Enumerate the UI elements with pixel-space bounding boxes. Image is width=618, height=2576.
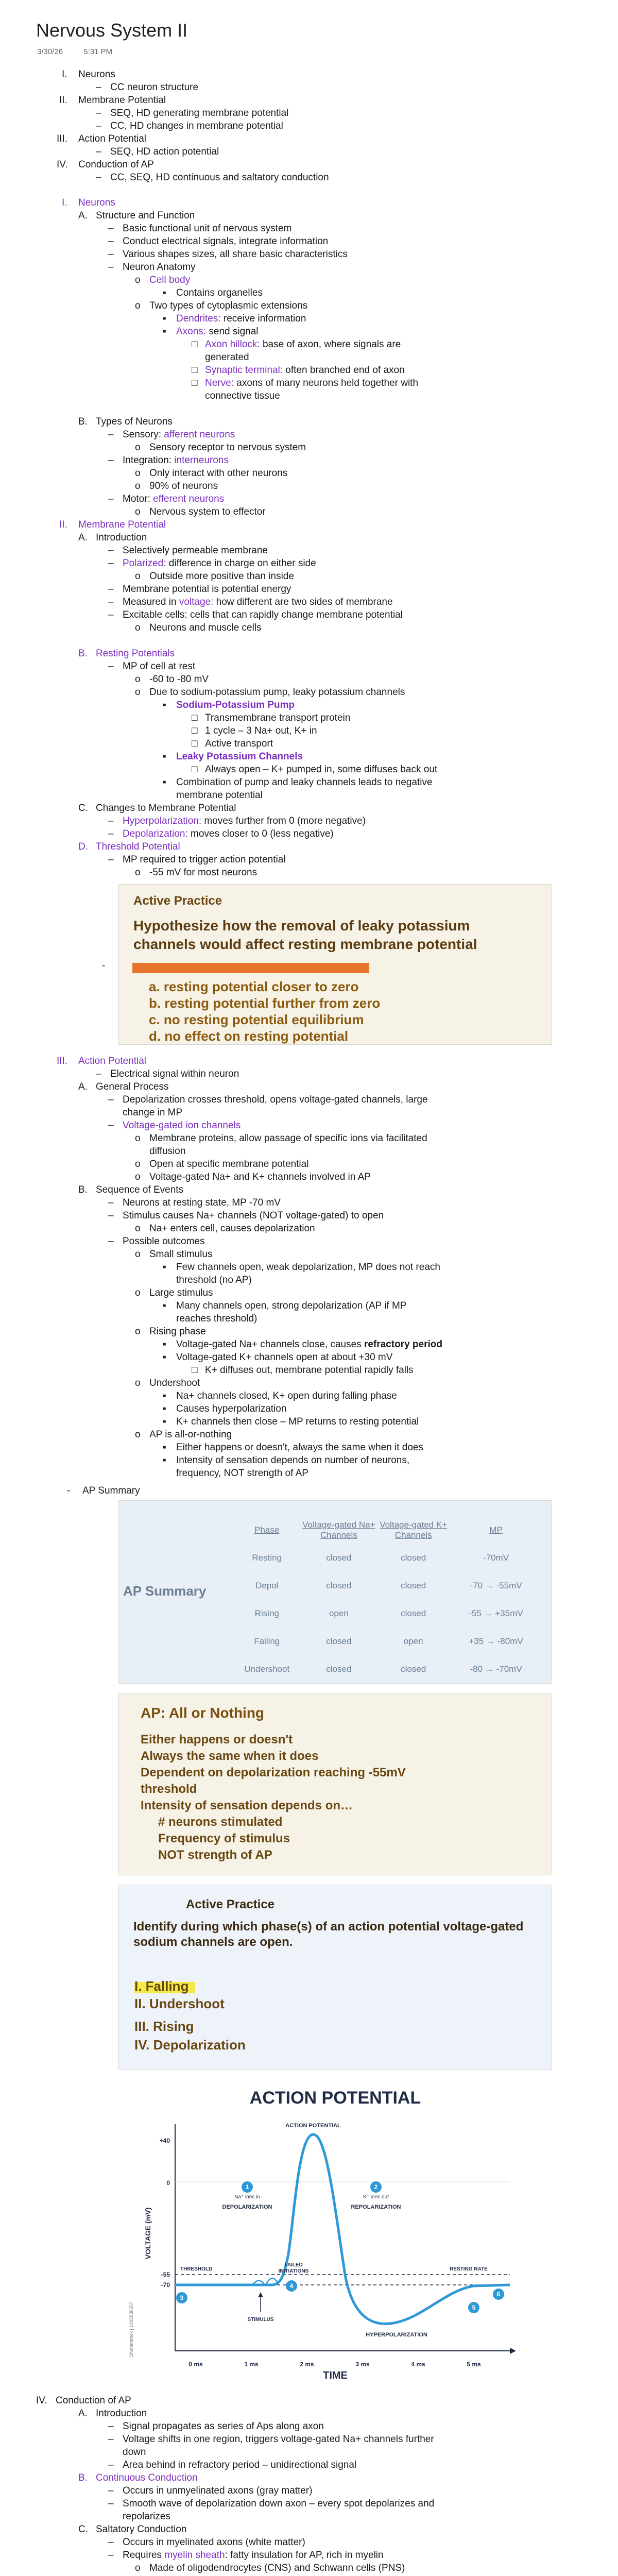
option-c: c. no resting potential equilibrium bbox=[149, 1012, 364, 1027]
table-row: Undershoot closed closed -80 → -70mV bbox=[244, 1664, 522, 1674]
label-k: K⁺ ions out bbox=[363, 2194, 389, 2200]
label-na: Na⁺ ions in bbox=[234, 2194, 260, 2200]
slide-title: Active Practice bbox=[186, 1897, 275, 1911]
slide-label: AP Summary bbox=[123, 1583, 207, 1599]
outline-mark: II. bbox=[59, 95, 67, 106]
ytick: -55 bbox=[161, 2271, 170, 2278]
svg-text:4: 4 bbox=[289, 2282, 294, 2290]
action-potential-diagram bbox=[118, 2079, 552, 2383]
option-b: b. resting potential further from zero bbox=[149, 995, 381, 1011]
label-threshold: THRESHOLD bbox=[180, 2266, 213, 2272]
slide-title: Active Practice bbox=[133, 894, 222, 908]
all-or-nothing-slide: AP: All or Nothing Either happens or doesn't Always the same when it does Dependent on depolarization reaching -55mV threshold Intensity of sensation depends on… # neurons stimulated Frequency of stimulus NOT strength of AP bbox=[118, 1693, 552, 1875]
ap-summary-label: AP Summary bbox=[82, 1485, 140, 1496]
table-header: Phase Voltage-gated Na+ Channels Voltage-gated K+ Channels MP bbox=[254, 1520, 503, 1540]
outline-sub: CC neuron structure bbox=[110, 82, 199, 93]
ytick: 0 bbox=[166, 2179, 170, 2187]
xtick: 0 ms bbox=[188, 2361, 203, 2368]
outline-sub: SEQ, HD generating membrane potential bbox=[110, 108, 289, 118]
option-i: I. Falling bbox=[134, 1978, 189, 1994]
ap-summary-table bbox=[232, 1516, 541, 1683]
svg-text:2: 2 bbox=[374, 2183, 378, 2191]
notes-page: Nervous System II 3/30/26 5:31 PM I. Neurons – CC neuron structure II. Membrane Potential – SEQ, HD generating membrane potential – CC, HD changes in membrane potential III. Action Potential – SEQ, HD action potential IV. Conduction of AP – CC, SEQ, HD continuous and saltatory conduction I. Neurons A. Structure and Function – Basic functional unit of nervous system – Conduct electrical signals, integrate information – Various shapes sizes, all share basic characteristics – Neuron Anatomy o Cell body ▪ Contains organelles o Two types of cytoplasmic extensions ▪ Dendrites: receive information ▪ Axons: send signal □ Axon hillock: base of axon, where signals are generated □ Synaptic terminal: often branched end of axon □ Nerve: axons of many neurons held together with connective tissue B. Types of Neurons – Sensory: afferent neurons o Sensory receptor to nervous system – Integration: interneurons o Only interact with other neurons o 90% of neurons – Motor: efferent neurons o Nervous system to effector II. Membrane Potential A. Introduction – Selectively permeable membrane – Polarized: difference in charge on either side o Outside more positive than inside – Membrane potential is potential energy – Measured in voltage: how different are two sides of membrane – Excitable cells: cells that can rapidly change membrane potential o Neurons and muscle cells B. Resting Potentials – MP of cell at rest o -60 to -80 mV o Due to sodium-potassium pump, leaky potassium channels ▪ Sodium-Potassium Pump □ Transmembrane transport protein □ 1 cycle – 3 Na+ out, K+ in □ Active transport ▪ Leaky Potassium Channels □ Always open – K+ pumped in, some diffuses back out ▪ Combination of pump and leaky channels leads to negative membrane potential C. Changes to Membrane Potential – Hyperpolarization: moves further from 0 (more negative) – Depolarization: moves closer to 0 (less negative) D. Threshold Potential – MP required to trigger action potential o -55 mV for most neurons - Active Practice Hypothesize how the removal of leaky potassium channels would affect resting membrane potential a. resting potential closer to zero b. resting potential further from zero c. no resting potential equilibrium d. no effect on resting potential III. Action Potential – Electrical signal within neuron A. General Process – Depolarization crosses threshold, opens voltage-gated channels, large change in MP – Voltage-gated ion channels o Membrane proteins, allow passage of specific ions via facilitated diffusion o Open at specific membrane potential o Voltage-gated Na+ and K+ channels involved in AP B. Sequence of Events – Neurons at resting state, MP -70 mV – Stimulus causes Na+ channels (NOT voltage-gated) to open o Na+ enters cell, causes depolarization – Possible outcomes o Small stimulus ▪ Few channels open, weak depolarization, MP does not reach threshold (no AP) o Large stimulus ▪ Many channels open, strong depolarization (AP if MP reaches threshold) o Rising phase ▪ Voltage-gated Na+ channels close, causes refractory period ▪ Voltage-gated K+ channels open at about +30 mV □ K+ diffuses out, membrane potential rapidly falls o Undershoot ▪ Na+ channels closed, K+ open during falling phase ▪ Causes hyperpolarization ▪ K+ channels then close – MP returns to resting potential o AP is all-or-nothing ▪ Either happens or doesn't, always the same when it does ▪ Intensity of sensation depends on number of neurons, frequency, NOT strength of AP - AP Summary AP Summary Phase Voltage-gated Na+ Channels Voltage-gated K+ Channels MP Resting closed closed -70mV Depol closed closed -70 → -55mV Rising open closed -55 → +35mV Falling closed open +35 → -80mV Undershoot closed closed -80 → -70mV AP: All or Nothing Either happens or doesn't Always the same when it does Dependent on depolarization reaching -55mV threshold Intensity of sensation depends on… # neurons stimulated Frequency of stimulus NOT strength of AP Active Practice Identify during which phase(s) of an action potential voltage-gated sodium channels are open. I. Falling II. Undershoot III. Rising IV. Depolarization ACTION POTENTIAL VOLTAGE (mV) TIME Shutterstock | 1405536557 +40 0 -55 -70 0 ms 1 ms 2 ms 3 ms 4 ms 5 ms ACTION POTENTIAL Na⁺ ions in DEPOLARIZATION K⁺ ions out REPOLARIZATION THRESHOLD FAILED INITIATIONS RESTING RATE STIMULUS HYPERPOLARIZATION 1 2 3 4 5 6 IV. Conduction of AP A. Introduction – Signal propagates as series of Aps along axon – Voltage shifts in one region, triggers voltage-gated Na+ channels further down – Area behind in refractory period – unidirectional signal B. Continuous Conduction – Occurs in unmyelinated axons (gray matter) – Smooth wave of depolarization down axon – every spot depolarizes and repolarizes C. Saltatory Conduction – Occurs in myelinated axons (white matter) – Requires myelin sheath: fatty insulation for AP, rich in myelin o Made of oligodendrocytes (CNS) and Schwann cells (PNS) bbox=[0, 0, 618, 2576]
outline-sub: CC, SEQ, HD continuous and saltatory conduction bbox=[110, 172, 329, 183]
ytick: +40 bbox=[159, 2137, 170, 2144]
slide-question: Hypothesize how the removal of leaky potassium channels would affect resting membrane potential bbox=[133, 918, 477, 952]
ap-curve bbox=[175, 2134, 510, 2324]
label-hyper: HYPERPOLARIZATION bbox=[366, 2332, 427, 2338]
outline-item: Neurons bbox=[78, 69, 115, 80]
option-ii: II. Undershoot bbox=[134, 1996, 225, 2011]
outline-item: Action Potential bbox=[78, 133, 147, 144]
ap-graph bbox=[118, 2079, 552, 2383]
ap-summary-slide bbox=[118, 1500, 552, 1684]
outline-mark: IV. bbox=[57, 159, 68, 170]
label-resting: RESTING RATE bbox=[450, 2266, 488, 2272]
svg-text:5: 5 bbox=[472, 2304, 476, 2311]
section-heading: Conduction of AP bbox=[56, 2395, 131, 2406]
ytick: -70 bbox=[161, 2281, 170, 2289]
outline-mark: I. bbox=[62, 69, 67, 80]
xtick: 5 ms bbox=[467, 2361, 481, 2368]
note-date: 3/30/26 bbox=[37, 47, 63, 56]
label-failed: FAILED bbox=[284, 2262, 303, 2268]
section-heading: Membrane Potential bbox=[78, 519, 166, 530]
orange-highlight bbox=[132, 963, 369, 973]
option-iv: IV. Depolarization bbox=[134, 2037, 246, 2053]
outline-sub: CC, HD changes in membrane potential bbox=[110, 121, 283, 131]
option-iii: III. Rising bbox=[134, 2019, 194, 2034]
practice-slide-2 bbox=[118, 1885, 552, 2070]
svg-text:3: 3 bbox=[180, 2294, 184, 2301]
page-meta bbox=[37, 47, 131, 56]
table-row: Falling closed open +35 → -80mV bbox=[254, 1636, 523, 1646]
xtick: 2 ms bbox=[300, 2361, 314, 2368]
outline-sub: SEQ, HD action potential bbox=[110, 146, 219, 157]
x-axis-label: TIME bbox=[323, 2370, 348, 2381]
slide-question: Identify during which phase(s) of an action potential voltage-gated sodium channels are open. bbox=[133, 1920, 524, 1949]
section-heading: Action Potential bbox=[78, 1056, 147, 1066]
image-credit: Shutterstock | 1405536557 bbox=[129, 2301, 134, 2357]
svg-text:1: 1 bbox=[245, 2183, 249, 2191]
label-depol: DEPOLARIZATION bbox=[222, 2204, 272, 2210]
note-time: 5:31 PM bbox=[83, 47, 113, 56]
outline-item: Membrane Potential bbox=[78, 95, 166, 106]
label-repol: REPOLARIZATION bbox=[351, 2204, 401, 2210]
stimulus-arrowhead bbox=[258, 2292, 263, 2297]
outline-mark: III. bbox=[57, 133, 68, 144]
xtick: 3 ms bbox=[355, 2361, 370, 2368]
outline-item: Conduction of AP bbox=[78, 159, 154, 170]
diagram-title: ACTION POTENTIAL bbox=[249, 2088, 421, 2108]
practice-slide-1 bbox=[118, 884, 552, 1045]
xtick: 4 ms bbox=[411, 2361, 425, 2368]
option-d: d. no effect on resting potential bbox=[149, 1028, 349, 1044]
x-axis-arrow bbox=[510, 2348, 516, 2354]
label-stimulus: STIMULUS bbox=[247, 2317, 274, 2323]
table-row: Rising open closed -55 → +35mV bbox=[254, 1608, 523, 1618]
svg-text:6: 6 bbox=[496, 2291, 501, 2298]
label-ap: ACTION POTENTIAL bbox=[285, 2123, 341, 2129]
page-title: Nervous System II bbox=[36, 20, 188, 41]
table-row: Resting closed closed -70mV bbox=[252, 1553, 509, 1563]
label-initiations: INITIATIONS bbox=[278, 2268, 309, 2274]
option-a: a. resting potential closer to zero bbox=[149, 979, 359, 994]
slide-title: AP: All or Nothing bbox=[141, 1705, 265, 1721]
xtick: 1 ms bbox=[244, 2361, 259, 2368]
table-row: Depol closed closed -70 → -55mV bbox=[255, 1581, 522, 1590]
section-heading: Neurons bbox=[78, 197, 115, 208]
y-axis-label: VOLTAGE (mV) bbox=[144, 2207, 152, 2260]
